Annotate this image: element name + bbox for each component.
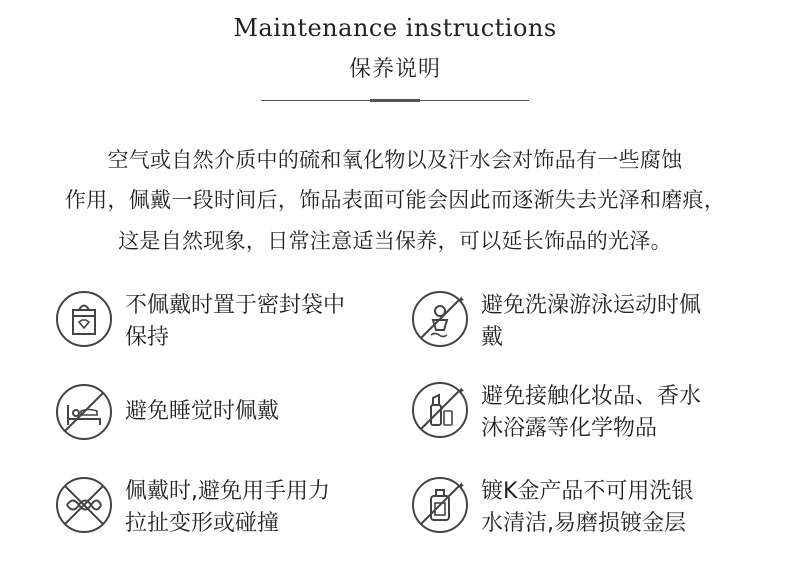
tip-text: 不佩戴时置于密封袋中 [125, 293, 346, 318]
tip-text: 避免洗澡游泳运动时佩 [481, 293, 702, 318]
tip-text: 佩戴时,避免用手用力 [125, 479, 330, 504]
no-swimming-icon [411, 290, 469, 348]
svg-text:✦: ✦ [457, 386, 466, 397]
no-cosmetics-icon [411, 381, 469, 439]
no-wash-icon [411, 476, 469, 534]
tip-text: 避免接触化妆品、香水 [481, 384, 702, 409]
tip-text: 拉扯变形或碰撞 [125, 511, 280, 536]
page-title-cn: 保养说明 [348, 57, 441, 82]
tip-text: 戴 [481, 325, 504, 350]
intro-line: 这是自然现象，日常注意适当保养，可以延长饰品的光泽。 [118, 229, 672, 253]
intro-line: 空气或自然介质中的硫和氧化物以及汗水会对饰品有一些腐蚀 [107, 148, 683, 172]
tip-text: 沐浴露等化学物品 [481, 416, 658, 441]
no-sleeping-icon [55, 383, 113, 441]
sealed-bag-icon [55, 290, 113, 348]
svg-text:✦: ✦ [457, 295, 466, 306]
title-divider-accent [370, 99, 420, 102]
no-pulling-icon [55, 476, 113, 534]
tip-text: 镀K金产品不可用洗银 [481, 479, 694, 504]
page-title-en: Maintenance instructions [233, 14, 557, 42]
tip-text: 保持 [125, 325, 170, 350]
svg-text:✦: ✦ [457, 481, 466, 492]
tip-text: 水清洁,易磨损镀金层 [481, 511, 686, 536]
intro-line: 作用，佩戴一段时间后，饰品表面可能会因此而逐渐失去光泽和磨痕， [64, 188, 726, 212]
tip-text: 避免睡觉时佩戴 [125, 399, 280, 424]
